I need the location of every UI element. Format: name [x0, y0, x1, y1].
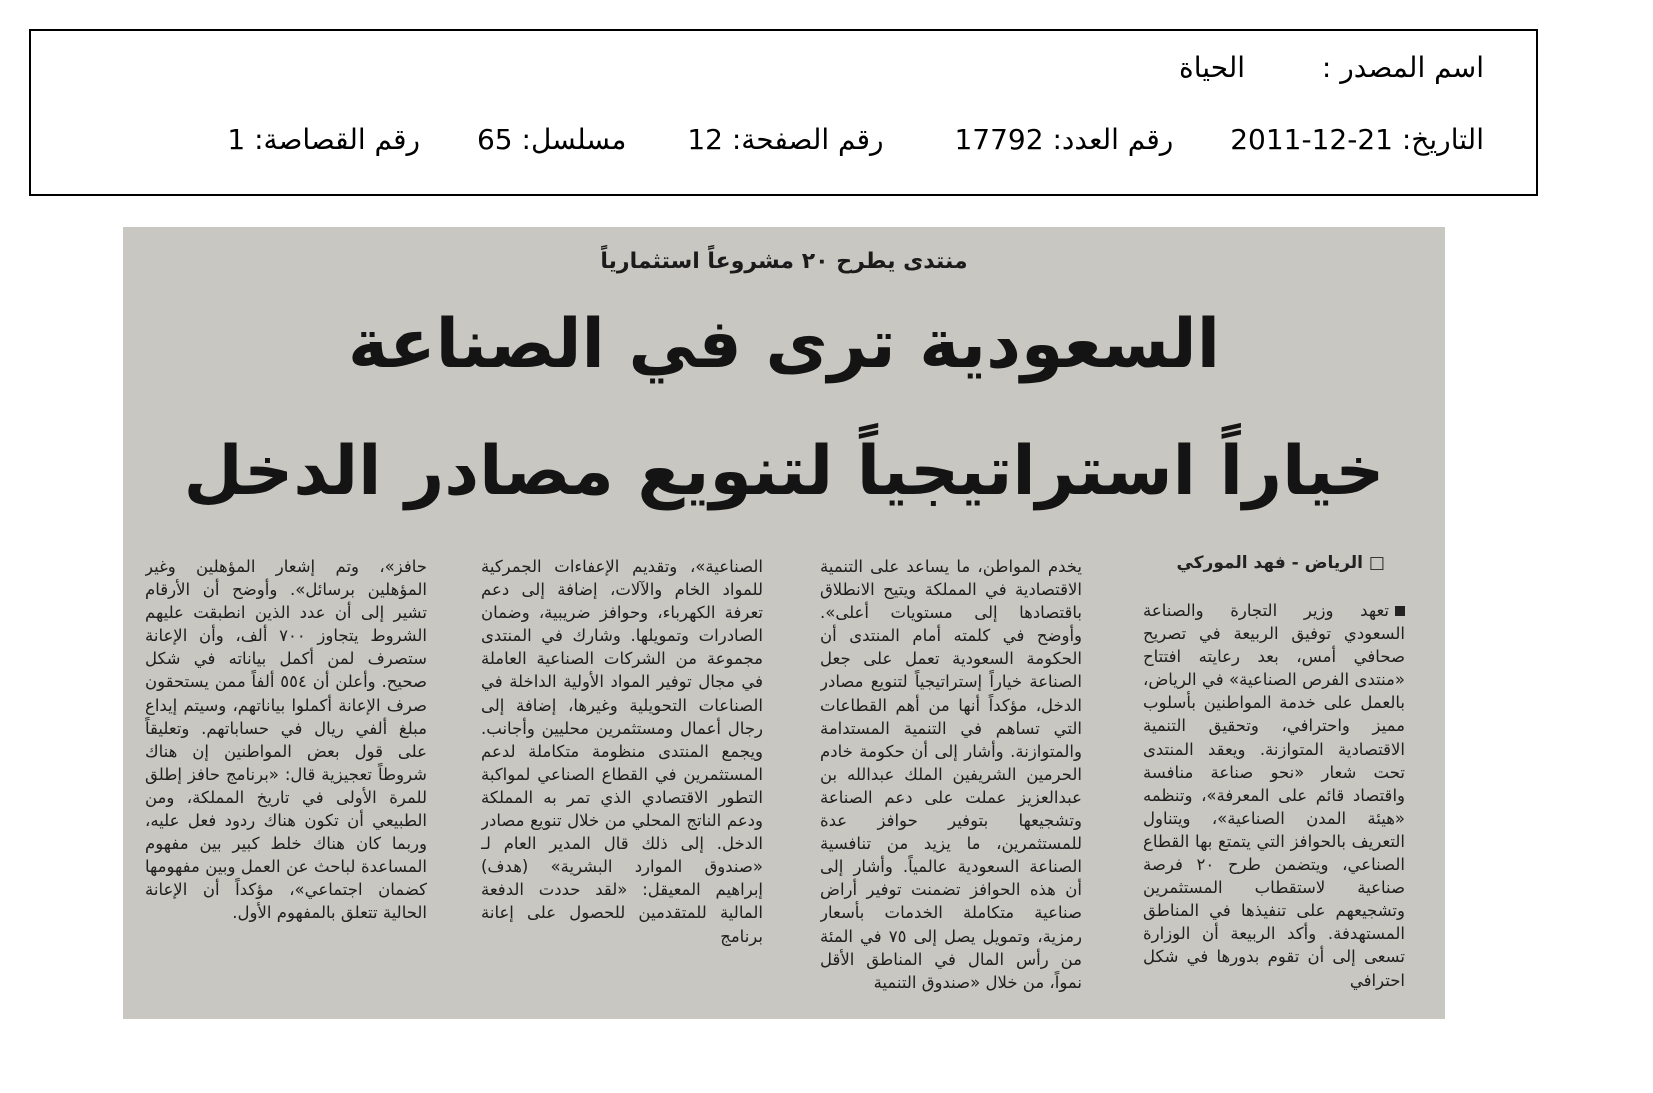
page-value: 12	[687, 123, 723, 156]
details-row	[227, 123, 1484, 156]
source-row	[1179, 51, 1484, 84]
page-field	[687, 123, 883, 156]
headline-line-1: السعودية ترى في الصناعة	[347, 305, 1221, 384]
article-column-3	[481, 555, 763, 1015]
article-body	[141, 555, 1427, 1015]
serial-field	[477, 123, 626, 156]
article-byline: □ الرياض - فهد الموركي	[1176, 553, 1385, 573]
article-kicker: منتدى يطرح ٢٠ مشروعاً استثمارياً	[600, 249, 968, 274]
headline-line-2: خياراً استراتيجياً لتنويع مصادر الدخل	[183, 432, 1385, 511]
article-column-4	[145, 555, 427, 1015]
article-column-2	[820, 555, 1082, 1015]
clip-field	[227, 123, 420, 156]
issue-value: 17792	[954, 123, 1044, 156]
newspaper-clipping	[123, 227, 1445, 1019]
clip-label: رقم القصاصة:	[254, 123, 421, 156]
source-value: الحياة	[1179, 51, 1246, 84]
date-field	[1230, 123, 1484, 156]
column-3-text: الصناعية»، وتقديم الإعفاءات الجمركية للمواد الخام والآلات، إضافة إلى دعم تعرفة الكهرباء، وحوافز ضريبية، وضمان الصادرات وتمويلها. وشارك في المنتدى مجموعة من الشركات الصناعية العاملة في مجال توفير المواد الأولية الداخلة في الصناعات التحويلية وغيرها، إضافة إلى رجال أعمال ومستثمرين محليين وأجانب. ويجمع المنتدى منظومة متكاملة لدعم المستثمرين في القطاع الصناعي لمواكبة التطور الاقتصادي الذي تمر به المملكة ودعم الناتج المحلي من خلال تنويع مصادر الدخل. إلى ذلك قال المدير العام لـ «صندوق الموارد البشرية» (هدف) إبراهيم المعيقل: «لقد حددت الدفعة المالية للمتقدمين للحصول على إعانة برنامج	[481, 557, 763, 946]
issue-label: رقم العدد:	[1052, 123, 1174, 156]
column-1-text: تعهد وزير التجارة والصناعة السعودي توفيق الربيعة في تصريح صحافي أمس، بعد رعايته افتتاح «منتدى الفرص الصناعية» في الرياض، بالعمل على خدمة المواطنين بأسلوب مميز واحترافي، وتحقيق التنمية الاقتصادية المتوازنة. ويعقد المنتدى تحت شعار «نحو صناعة منافسة واقتصاد قائم على المعرفة»، وتنظمه «هيئة المدن الصناعية»، ويتناول التعريف بالحوافز التي يتمتع بها القطاع الصناعي، ويتضمن طرح ٢٠ فرصة صناعية لاستقطاب المستثمرين وتشجيعهم على تنفيذها في المناطق المستهدفة. وأكد الربيعة أن الوزارة تسعى إلى أن تقوم بدورها في شكل احترافي	[1143, 601, 1405, 990]
source-label: اسم المصدر :	[1321, 51, 1484, 84]
bullet-square-icon	[1395, 606, 1405, 616]
article-column-1	[1143, 599, 1405, 1019]
date-value: 2011-12-21	[1230, 123, 1393, 156]
serial-label: مسلسل:	[521, 123, 627, 156]
serial-value: 65	[476, 123, 513, 156]
page-label: رقم الصفحة:	[731, 123, 884, 156]
column-4-text: حافز»، وتم إشعار المؤهلين وغير المؤهلين برسائل». وأوضح أن الأرقام تشير إلى أن عدد الذين انطبقت عليهم الشروط يتجاوز ٧٠٠ ألف، وأن الإعانة ستصرف لمن أكمل بياناته في شكل صحيح. وأعلن أن ٥٥٤ ألفاً ممن يستحقون صرف الإعانة أكملوا بياناتهم، وسيتم إيداع مبلغ ألفي ريال في حساباتهم. وتعليقاً على قول بعض المواطنين إن هناك شروطاً تعجيزية قال: «برنامج حافز إطلق للمرة الأولى في تاريخ المملكة، ومن الطبيعي أن تكون هناك ردود فعل عليه، وربما كان هناك خلط كبير بين مفهوم المساعدة لباحث عن العمل وبين مفهومها كضمان اجتماعي»، مؤكداً أن الإعانة الحالية تتعلق بالمفهوم الأول.	[145, 557, 427, 923]
date-label: التاريخ:	[1401, 123, 1484, 156]
issue-field	[954, 123, 1173, 156]
column-2-text: يخدم المواطن، ما يساعد على التنمية الاقتصادية في المملكة ويتيح الانطلاق باقتصادها إلى مستويات أعلى». وأوضح في كلمته أمام المنتدى أن الحكومة السعودية تعمل على جعل الصناعة خياراً إستراتيجياً لتنويع مصادر الدخل، مؤكداً أنها من أهم القطاعات التي تساهم في التنمية المستدامة والمتوازنة. وأشار إلى أن حكومة خادم الحرمين الشريفين الملك عبدالله بن عبدالعزيز عملت على دعم الصناعة وتشجيعها بتوفير حوافز عدة للمستثمرين، ما يزيد من تنافسية الصناعة السعودية عالمياً. وأشار إلى أن هذه الحوافز تضمنت توفير أراض صناعية متكاملة الخدمات بأسعار رمزية، وتمويل يصل إلى ٧٥ في المئة من رأس المال في المناطق الأقل نمواً، من خلال «صندوق التنمية	[820, 557, 1082, 992]
clip-value: 1	[227, 123, 246, 156]
source-metadata-box	[29, 29, 1538, 196]
